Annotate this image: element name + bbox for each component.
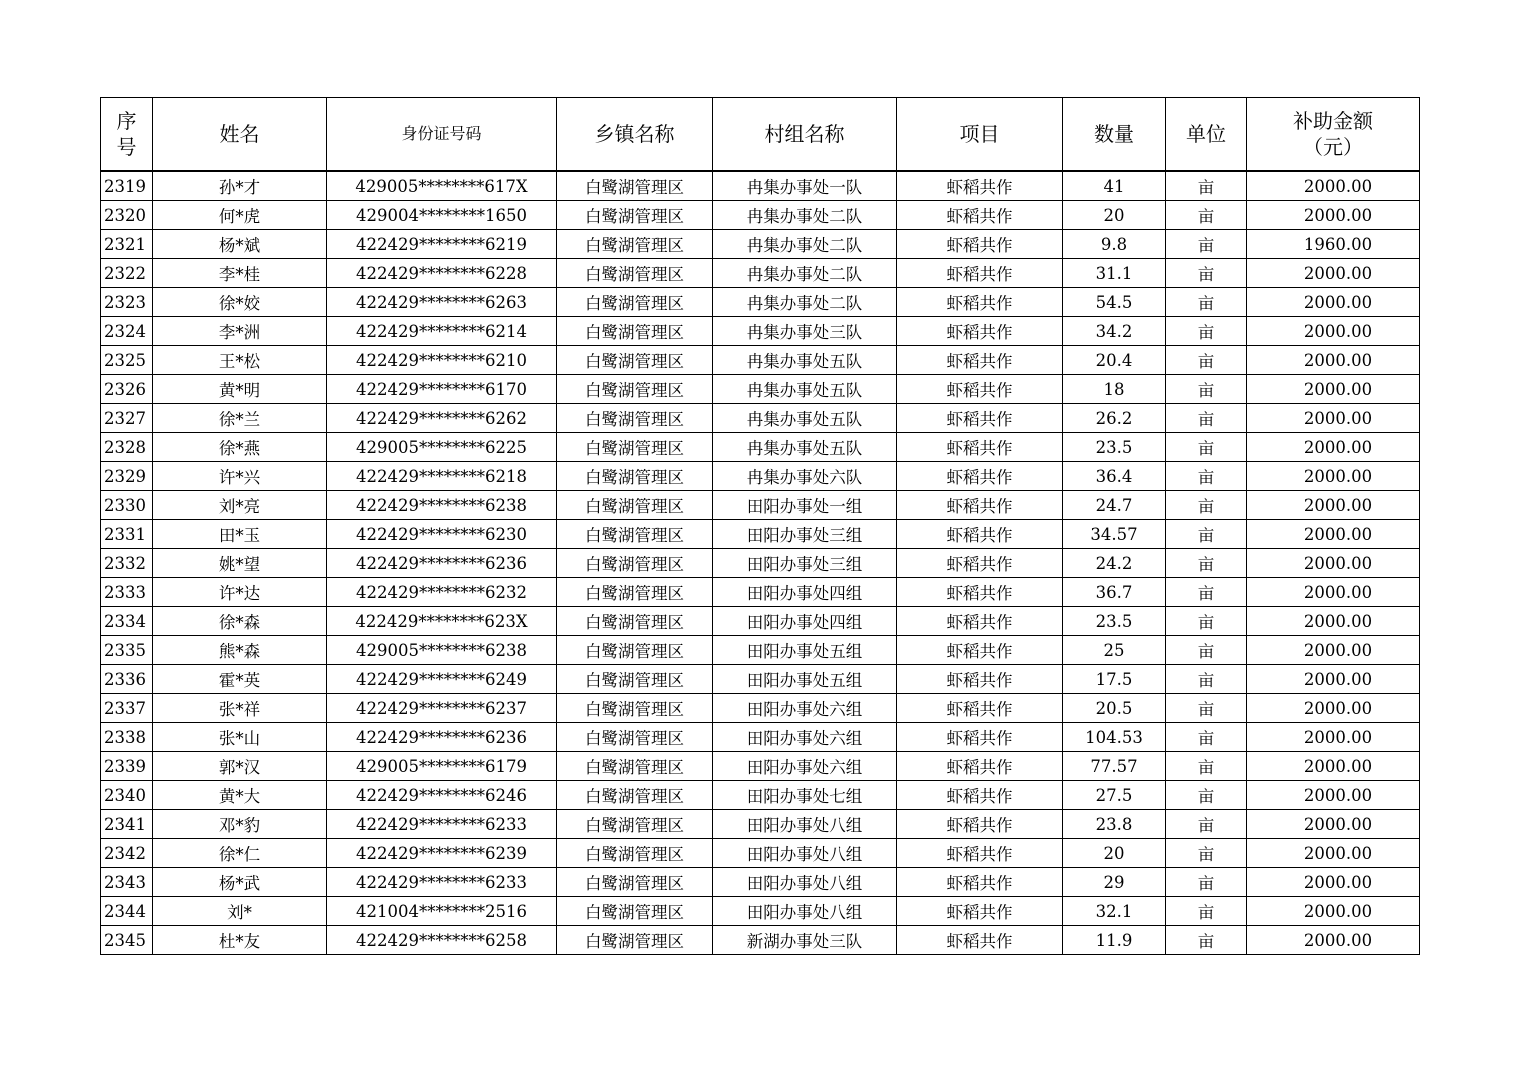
cell-town: 白鹭湖管理区 [557,346,713,375]
cell-seq: 2322 [101,259,153,288]
cell-name: 杨*斌 [153,230,327,259]
cell-town: 白鹭湖管理区 [557,549,713,578]
subsidy-roster-table [100,97,1420,955]
cell-town: 白鹭湖管理区 [557,636,713,665]
cell-unit: 亩 [1166,810,1247,839]
cell-project: 虾稻共作 [897,375,1063,404]
cell-id-number: 429005********6179 [327,752,557,781]
cell-seq: 2319 [101,171,153,201]
cell-seq: 2343 [101,868,153,897]
cell-id-number: 422429********6249 [327,665,557,694]
cell-village: 冉集办事处三队 [713,317,897,346]
cell-town: 白鹭湖管理区 [557,694,713,723]
cell-project: 虾稻共作 [897,230,1063,259]
cell-name: 张*祥 [153,694,327,723]
cell-amount: 2000.00 [1247,462,1420,491]
cell-amount: 2000.00 [1247,317,1420,346]
cell-project: 虾稻共作 [897,781,1063,810]
cell-amount: 2000.00 [1247,549,1420,578]
cell-unit: 亩 [1166,171,1247,201]
cell-project: 虾稻共作 [897,752,1063,781]
cell-project: 虾稻共作 [897,201,1063,230]
cell-project: 虾稻共作 [897,578,1063,607]
table-row [101,317,1420,346]
cell-quantity: 29 [1063,868,1166,897]
cell-name: 姚*望 [153,549,327,578]
cell-id-number: 422429********6246 [327,781,557,810]
cell-seq: 2320 [101,201,153,230]
cell-id-number: 422429********6214 [327,317,557,346]
cell-id-number: 422429********6232 [327,578,557,607]
table-row [101,665,1420,694]
cell-seq: 2336 [101,665,153,694]
cell-seq: 2323 [101,288,153,317]
cell-quantity: 20.5 [1063,694,1166,723]
cell-village: 冉集办事处六队 [713,462,897,491]
cell-village: 田阳办事处四组 [713,607,897,636]
cell-id-number: 422429********6258 [327,926,557,955]
cell-unit: 亩 [1166,607,1247,636]
header-seq [101,98,153,172]
subsidy-roster-sheet [100,97,1420,955]
cell-unit: 亩 [1166,520,1247,549]
table-row [101,346,1420,375]
cell-seq: 2330 [101,491,153,520]
table-row [101,433,1420,462]
cell-seq: 2345 [101,926,153,955]
cell-unit: 亩 [1166,549,1247,578]
cell-name: 徐*仁 [153,839,327,868]
cell-quantity: 36.4 [1063,462,1166,491]
cell-id-number: 429005********6225 [327,433,557,462]
cell-quantity: 54.5 [1063,288,1166,317]
cell-name: 许*兴 [153,462,327,491]
cell-town: 白鹭湖管理区 [557,839,713,868]
cell-seq: 2337 [101,694,153,723]
cell-town: 白鹭湖管理区 [557,259,713,288]
cell-id-number: 422429********6170 [327,375,557,404]
cell-unit: 亩 [1166,288,1247,317]
cell-project: 虾稻共作 [897,868,1063,897]
cell-seq: 2338 [101,723,153,752]
cell-village: 田阳办事处三组 [713,549,897,578]
cell-project: 虾稻共作 [897,171,1063,201]
cell-village: 田阳办事处五组 [713,665,897,694]
cell-unit: 亩 [1166,636,1247,665]
header-amount-line2: （元） [1303,135,1363,159]
cell-name: 刘* [153,897,327,926]
cell-town: 白鹭湖管理区 [557,926,713,955]
cell-project: 虾稻共作 [897,549,1063,578]
cell-seq: 2333 [101,578,153,607]
cell-town: 白鹭湖管理区 [557,868,713,897]
header-name: 姓名 [153,98,327,172]
cell-village: 田阳办事处六组 [713,752,897,781]
cell-id-number: 422429********623X [327,607,557,636]
header-amount [1247,98,1420,172]
table-row [101,810,1420,839]
cell-project: 虾稻共作 [897,317,1063,346]
cell-amount: 2000.00 [1247,346,1420,375]
table-row [101,636,1420,665]
cell-quantity: 24.2 [1063,549,1166,578]
table-row [101,723,1420,752]
table-row [101,549,1420,578]
cell-name: 杨*武 [153,868,327,897]
cell-village: 冉集办事处二队 [713,230,897,259]
cell-quantity: 104.53 [1063,723,1166,752]
table-header [101,98,1420,172]
cell-amount: 2000.00 [1247,665,1420,694]
table-body [101,171,1420,955]
cell-amount: 2000.00 [1247,897,1420,926]
cell-seq: 2331 [101,520,153,549]
table-row [101,781,1420,810]
cell-project: 虾稻共作 [897,810,1063,839]
cell-village: 田阳办事处六组 [713,723,897,752]
cell-id-number: 422429********6262 [327,404,557,433]
header-seq-line2: 号 [116,135,137,159]
cell-town: 白鹭湖管理区 [557,810,713,839]
cell-seq: 2324 [101,317,153,346]
cell-name: 刘*亮 [153,491,327,520]
cell-quantity: 27.5 [1063,781,1166,810]
cell-seq: 2321 [101,230,153,259]
cell-project: 虾稻共作 [897,926,1063,955]
cell-project: 虾稻共作 [897,491,1063,520]
table-row [101,578,1420,607]
cell-amount: 2000.00 [1247,868,1420,897]
header-village: 村组名称 [713,98,897,172]
cell-unit: 亩 [1166,694,1247,723]
cell-amount: 2000.00 [1247,288,1420,317]
cell-unit: 亩 [1166,201,1247,230]
cell-name: 许*达 [153,578,327,607]
cell-quantity: 9.8 [1063,230,1166,259]
cell-unit: 亩 [1166,375,1247,404]
cell-town: 白鹭湖管理区 [557,171,713,201]
cell-town: 白鹭湖管理区 [557,607,713,636]
cell-id-number: 429004********1650 [327,201,557,230]
cell-town: 白鹭湖管理区 [557,752,713,781]
cell-village: 田阳办事处八组 [713,839,897,868]
cell-name: 孙*才 [153,171,327,201]
cell-unit: 亩 [1166,897,1247,926]
cell-project: 虾稻共作 [897,433,1063,462]
header-town: 乡镇名称 [557,98,713,172]
table-row [101,404,1420,433]
cell-quantity: 23.8 [1063,810,1166,839]
cell-quantity: 25 [1063,636,1166,665]
cell-village: 田阳办事处五组 [713,636,897,665]
header-id-number: 身份证号码 [327,98,557,172]
cell-id-number: 422429********6236 [327,549,557,578]
cell-name: 张*山 [153,723,327,752]
cell-id-number: 422429********6228 [327,259,557,288]
header-unit: 单位 [1166,98,1247,172]
cell-amount: 1960.00 [1247,230,1420,259]
cell-seq: 2342 [101,839,153,868]
cell-name: 杜*友 [153,926,327,955]
cell-quantity: 31.1 [1063,259,1166,288]
cell-quantity: 26.2 [1063,404,1166,433]
cell-project: 虾稻共作 [897,404,1063,433]
cell-village: 新湖办事处三队 [713,926,897,955]
cell-id-number: 429005********617X [327,171,557,201]
cell-seq: 2325 [101,346,153,375]
header-row [101,98,1420,172]
table-row [101,926,1420,955]
cell-name: 郭*汉 [153,752,327,781]
cell-town: 白鹭湖管理区 [557,462,713,491]
cell-village: 冉集办事处二队 [713,288,897,317]
cell-id-number: 422429********6233 [327,810,557,839]
cell-village: 田阳办事处一组 [713,491,897,520]
cell-amount: 2000.00 [1247,607,1420,636]
cell-id-number: 422429********6239 [327,839,557,868]
cell-quantity: 20 [1063,839,1166,868]
cell-project: 虾稻共作 [897,607,1063,636]
cell-quantity: 41 [1063,171,1166,201]
cell-unit: 亩 [1166,462,1247,491]
cell-quantity: 34.2 [1063,317,1166,346]
header-amount-line1: 补助金额 [1293,109,1373,133]
cell-amount: 2000.00 [1247,926,1420,955]
cell-name: 徐*兰 [153,404,327,433]
cell-village: 冉集办事处五队 [713,404,897,433]
cell-id-number: 429005********6238 [327,636,557,665]
cell-project: 虾稻共作 [897,346,1063,375]
cell-amount: 2000.00 [1247,520,1420,549]
cell-unit: 亩 [1166,578,1247,607]
cell-town: 白鹭湖管理区 [557,375,713,404]
cell-amount: 2000.00 [1247,259,1420,288]
cell-amount: 2000.00 [1247,752,1420,781]
cell-amount: 2000.00 [1247,723,1420,752]
cell-id-number: 422429********6230 [327,520,557,549]
cell-village: 冉集办事处一队 [713,171,897,201]
cell-name: 李*桂 [153,259,327,288]
table-row [101,897,1420,926]
cell-town: 白鹭湖管理区 [557,520,713,549]
cell-id-number: 422429********6263 [327,288,557,317]
cell-quantity: 77.57 [1063,752,1166,781]
cell-amount: 2000.00 [1247,781,1420,810]
table-row [101,694,1420,723]
table-row [101,752,1420,781]
cell-quantity: 23.5 [1063,607,1166,636]
cell-unit: 亩 [1166,404,1247,433]
cell-id-number: 422429********6219 [327,230,557,259]
cell-quantity: 11.9 [1063,926,1166,955]
cell-town: 白鹭湖管理区 [557,201,713,230]
cell-amount: 2000.00 [1247,171,1420,201]
cell-town: 白鹭湖管理区 [557,288,713,317]
cell-unit: 亩 [1166,259,1247,288]
cell-town: 白鹭湖管理区 [557,665,713,694]
cell-unit: 亩 [1166,839,1247,868]
cell-id-number: 422429********6236 [327,723,557,752]
cell-unit: 亩 [1166,491,1247,520]
cell-quantity: 34.57 [1063,520,1166,549]
header-quantity: 数量 [1063,98,1166,172]
cell-unit: 亩 [1166,723,1247,752]
cell-project: 虾稻共作 [897,665,1063,694]
cell-name: 何*虎 [153,201,327,230]
table-row [101,868,1420,897]
cell-name: 黄*明 [153,375,327,404]
cell-village: 冉集办事处五队 [713,375,897,404]
cell-unit: 亩 [1166,317,1247,346]
cell-project: 虾稻共作 [897,288,1063,317]
cell-town: 白鹭湖管理区 [557,230,713,259]
cell-village: 田阳办事处四组 [713,578,897,607]
table-row [101,171,1420,201]
cell-amount: 2000.00 [1247,636,1420,665]
cell-name: 李*洲 [153,317,327,346]
cell-seq: 2339 [101,752,153,781]
cell-project: 虾稻共作 [897,723,1063,752]
cell-id-number: 422429********6233 [327,868,557,897]
cell-id-number: 422429********6210 [327,346,557,375]
cell-quantity: 18 [1063,375,1166,404]
cell-id-number: 422429********6218 [327,462,557,491]
cell-unit: 亩 [1166,665,1247,694]
cell-id-number: 422429********6237 [327,694,557,723]
cell-id-number: 421004********2516 [327,897,557,926]
cell-project: 虾稻共作 [897,520,1063,549]
cell-village: 冉集办事处二队 [713,201,897,230]
cell-town: 白鹭湖管理区 [557,897,713,926]
cell-quantity: 20.4 [1063,346,1166,375]
cell-project: 虾稻共作 [897,839,1063,868]
cell-town: 白鹭湖管理区 [557,317,713,346]
cell-name: 徐*森 [153,607,327,636]
cell-unit: 亩 [1166,230,1247,259]
cell-seq: 2332 [101,549,153,578]
cell-quantity: 36.7 [1063,578,1166,607]
header-seq-line1: 序 [116,109,137,133]
cell-amount: 2000.00 [1247,201,1420,230]
cell-unit: 亩 [1166,433,1247,462]
cell-amount: 2000.00 [1247,375,1420,404]
table-row [101,520,1420,549]
cell-name: 田*玉 [153,520,327,549]
cell-id-number: 422429********6238 [327,491,557,520]
cell-name: 黄*大 [153,781,327,810]
cell-seq: 2335 [101,636,153,665]
cell-seq: 2327 [101,404,153,433]
cell-seq: 2326 [101,375,153,404]
cell-village: 田阳办事处八组 [713,897,897,926]
table-row [101,201,1420,230]
table-row [101,462,1420,491]
cell-unit: 亩 [1166,346,1247,375]
cell-seq: 2329 [101,462,153,491]
cell-amount: 2000.00 [1247,578,1420,607]
cell-village: 田阳办事处八组 [713,868,897,897]
cell-name: 霍*英 [153,665,327,694]
cell-quantity: 20 [1063,201,1166,230]
cell-town: 白鹭湖管理区 [557,404,713,433]
table-row [101,259,1420,288]
table-row [101,607,1420,636]
cell-name: 王*松 [153,346,327,375]
cell-amount: 2000.00 [1247,404,1420,433]
cell-seq: 2334 [101,607,153,636]
header-project: 项目 [897,98,1063,172]
cell-unit: 亩 [1166,926,1247,955]
cell-unit: 亩 [1166,781,1247,810]
cell-amount: 2000.00 [1247,433,1420,462]
cell-village: 冉集办事处五队 [713,346,897,375]
cell-village: 田阳办事处六组 [713,694,897,723]
cell-quantity: 32.1 [1063,897,1166,926]
cell-unit: 亩 [1166,868,1247,897]
cell-name: 熊*森 [153,636,327,665]
cell-village: 冉集办事处二队 [713,259,897,288]
table-row [101,230,1420,259]
cell-name: 徐*姣 [153,288,327,317]
table-row [101,491,1420,520]
cell-project: 虾稻共作 [897,259,1063,288]
cell-village: 田阳办事处三组 [713,520,897,549]
cell-amount: 2000.00 [1247,491,1420,520]
cell-town: 白鹭湖管理区 [557,433,713,462]
cell-seq: 2340 [101,781,153,810]
cell-name: 邓*豹 [153,810,327,839]
cell-quantity: 17.5 [1063,665,1166,694]
cell-village: 田阳办事处八组 [713,810,897,839]
cell-project: 虾稻共作 [897,462,1063,491]
cell-village: 冉集办事处五队 [713,433,897,462]
cell-amount: 2000.00 [1247,839,1420,868]
table-row [101,288,1420,317]
cell-project: 虾稻共作 [897,897,1063,926]
cell-amount: 2000.00 [1247,810,1420,839]
table-row [101,375,1420,404]
cell-unit: 亩 [1166,752,1247,781]
cell-town: 白鹭湖管理区 [557,781,713,810]
cell-town: 白鹭湖管理区 [557,578,713,607]
table-row [101,839,1420,868]
cell-quantity: 24.7 [1063,491,1166,520]
cell-name: 徐*燕 [153,433,327,462]
cell-project: 虾稻共作 [897,636,1063,665]
cell-seq: 2341 [101,810,153,839]
cell-town: 白鹭湖管理区 [557,723,713,752]
cell-quantity: 23.5 [1063,433,1166,462]
cell-town: 白鹭湖管理区 [557,491,713,520]
cell-village: 田阳办事处七组 [713,781,897,810]
cell-project: 虾稻共作 [897,694,1063,723]
cell-seq: 2328 [101,433,153,462]
cell-seq: 2344 [101,897,153,926]
cell-amount: 2000.00 [1247,694,1420,723]
